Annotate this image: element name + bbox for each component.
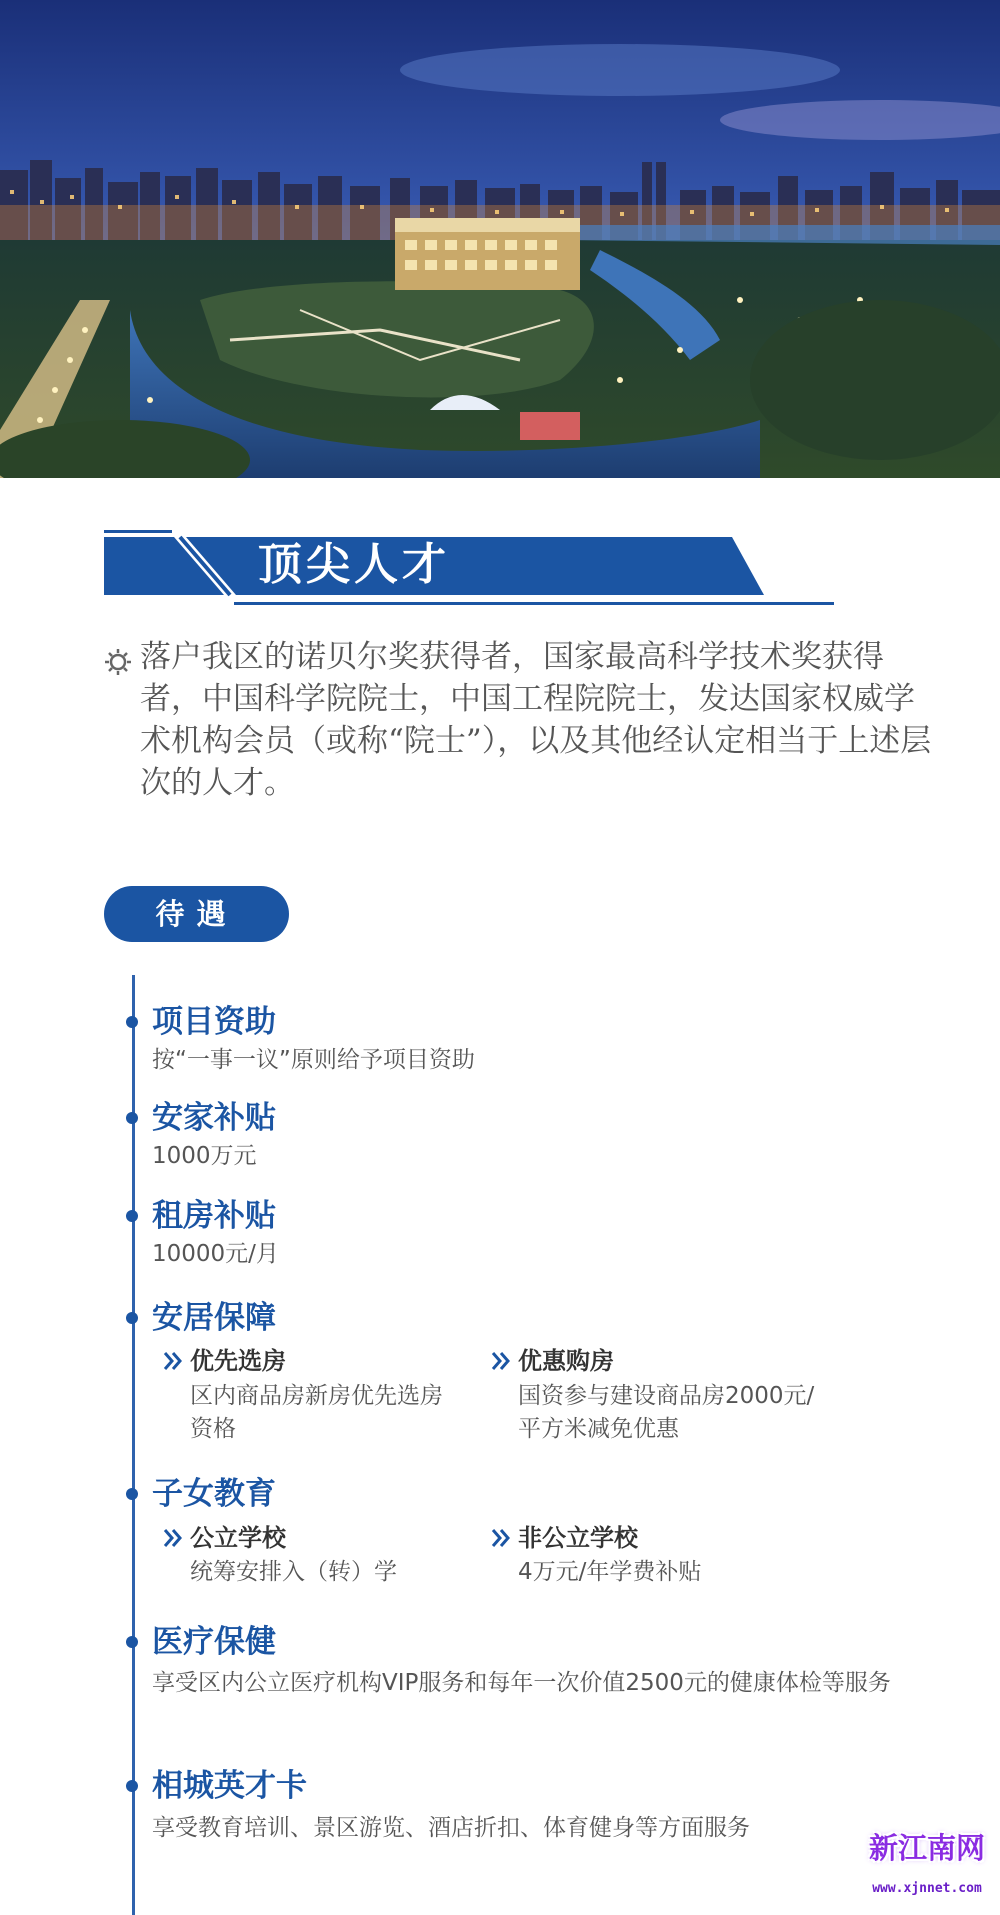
intro-paragraph: 落户我区的诺贝尔奖获得者，国家最高科学技术奖获得者，中国科学院院士，中国工程院院士，发达国家权威学术机构会员（或称“院士”），以及其他经认定相当于上述层次的人才。	[140, 639, 932, 801]
timeline-dot	[126, 1312, 138, 1324]
double-chevron-right-icon	[162, 1527, 184, 1549]
hero-photo	[0, 0, 1000, 478]
page-title: 顶尖人才	[258, 539, 450, 590]
benefit-title-healthcare: 医疗保健	[152, 1624, 276, 1660]
benefit-desc-talent-card: 享受教育培训、景区游览、酒店折扣、体育健身等方面服务	[152, 1815, 750, 1841]
benefit-desc-healthcare: 享受区内公立医疗机构VIP服务和每年一次价值2500元的健康体检等服务	[152, 1670, 891, 1696]
timeline-dot	[126, 1780, 138, 1792]
sub-title-private-school: 非公立学校	[518, 1524, 638, 1552]
benefit-desc-project-funding: 按“一事一议”原则给予项目资助	[152, 1047, 475, 1073]
benefit-title-children-education: 子女教育	[152, 1476, 276, 1512]
sub-desc-priority-housing: 区内商品房新房优先选房资格	[190, 1383, 443, 1442]
watermark-url: www.xjnnet.com	[872, 1881, 982, 1896]
timeline-dot	[126, 1210, 138, 1222]
sub-title-discount-purchase: 优惠购房	[518, 1347, 614, 1375]
timeline-dot	[126, 1016, 138, 1028]
benefit-title-housing: 安居保障	[152, 1300, 276, 1336]
benefit-title-rent-subsidy: 租房补贴	[152, 1198, 276, 1234]
double-chevron-right-icon	[490, 1527, 512, 1549]
sub-title-public-school: 公立学校	[190, 1524, 286, 1552]
benefit-title-settlement-subsidy: 安家补贴	[152, 1100, 276, 1136]
benefit-desc-settlement-subsidy: 1000万元	[152, 1143, 257, 1169]
watermark-logo-text: 新江南网	[868, 1831, 985, 1865]
sub-title-priority-housing: 优先选房	[190, 1347, 286, 1375]
timeline-dot	[126, 1636, 138, 1648]
timeline-dot	[126, 1488, 138, 1500]
sub-desc-public-school: 统筹安排入（转）学	[190, 1559, 397, 1585]
sub-desc-private-school: 4万元/年学费补贴	[518, 1559, 702, 1585]
benefits-pill: 待遇	[104, 886, 289, 942]
sub-desc-discount-purchase: 国资参与建设商品房2000元/平方米减免优惠	[518, 1383, 815, 1442]
double-chevron-right-icon	[162, 1350, 184, 1372]
benefit-title-project-funding: 项目资助	[152, 1004, 276, 1040]
benefit-desc-rent-subsidy: 10000元/月	[152, 1241, 279, 1267]
sun-bullet-icon	[104, 648, 132, 676]
title-banner	[104, 530, 834, 610]
double-chevron-right-icon	[490, 1350, 512, 1372]
benefit-title-talent-card: 相城英才卡	[152, 1768, 307, 1804]
timeline-dot	[126, 1112, 138, 1124]
